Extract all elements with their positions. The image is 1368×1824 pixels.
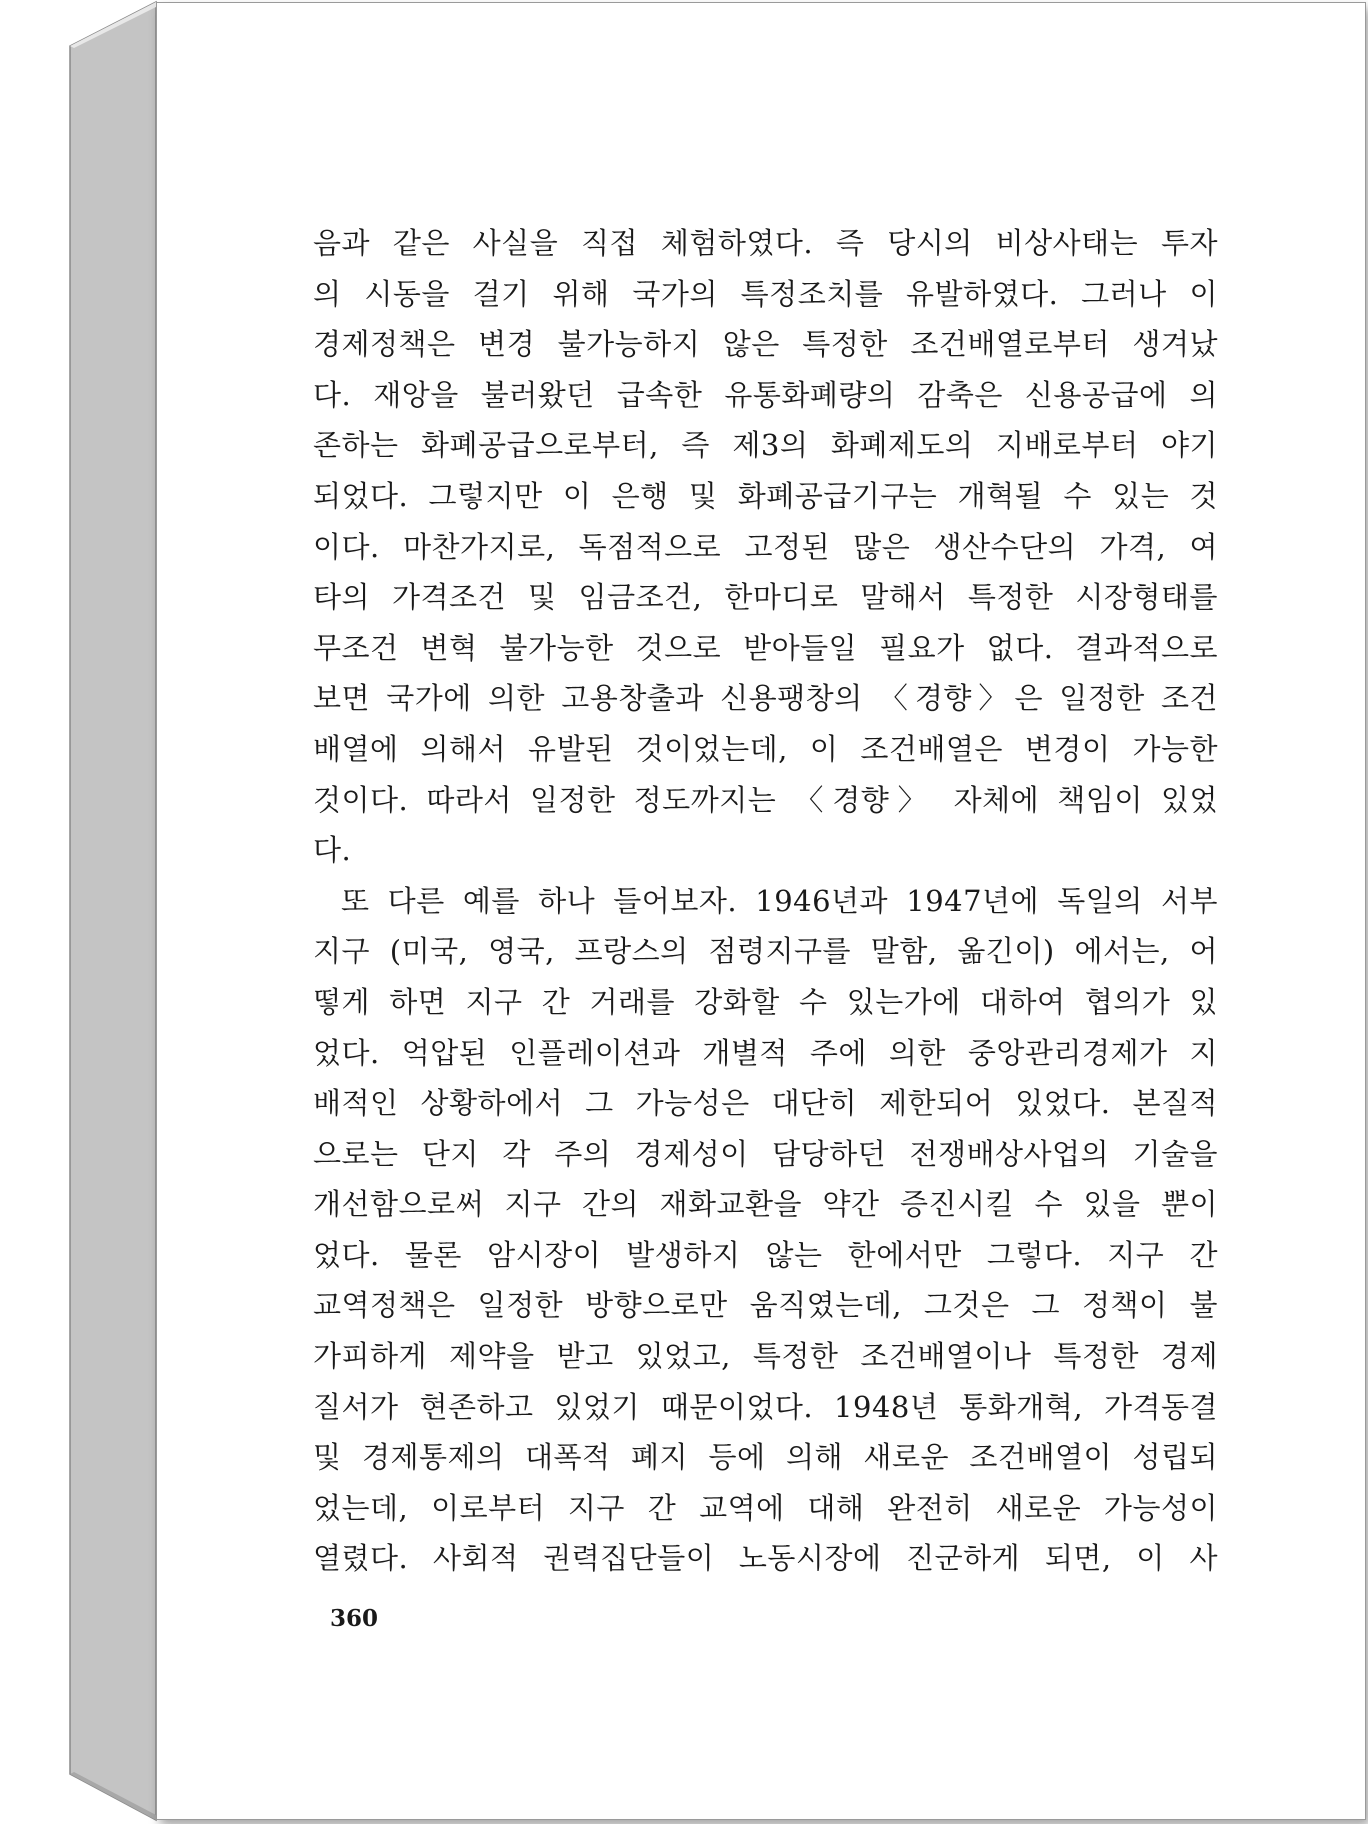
text-line: 것이다. 따라서 일정한 정도까지는 〈경향〉 자체에 책임이 있었	[313, 782, 1218, 817]
text-line: 타의 가격조건 및 임금조건, 한마디로 말해서 특정한 시장형태를	[313, 580, 1218, 615]
text-line: 교역정책은 일정한 방향으로만 움직였는데, 그것은 그 정책이 불	[313, 1288, 1218, 1323]
text-line: 의 시동을 걸기 위해 국가의 특정조치를 유발하였다. 그러나 이	[313, 276, 1218, 311]
text-line: 열렸다. 사회적 권력집단들이 노동시장에 진군하게 되면, 이 사	[313, 1541, 1218, 1576]
text-line: 개선함으로써 지구 간의 재화교환을 약간 증진시킬 수 있을 뿐이	[313, 1187, 1218, 1222]
body-text	[313, 218, 1218, 1584]
text-line: 지구 (미국, 영국, 프랑스의 점령지구를 말함, 옮긴이) 에서는, 어	[313, 934, 1218, 969]
text-line: 이다. 마찬가지로, 독점적으로 고정된 많은 생산수단의 가격, 여	[313, 529, 1218, 564]
text-line: 배열에 의해서 유발된 것이었는데, 이 조건배열은 변경이 가능한	[313, 731, 1218, 766]
text-line: 었는데, 이로부터 지구 간 교역에 대해 완전히 새로운 가능성이	[313, 1490, 1218, 1525]
text-line: 었다. 물론 암시장이 발생하지 않는 한에서만 그렇다. 지구 간	[313, 1237, 1218, 1272]
text-line: 다.	[313, 833, 352, 868]
text-line: 떻게 하면 지구 간 거래를 강화할 수 있는가에 대하여 협의가 있	[313, 984, 1218, 1019]
text-line: 으로는 단지 각 주의 경제성이 담당하던 전쟁배상사업의 기술을	[313, 1136, 1218, 1171]
text-line: 배적인 상황하에서 그 가능성은 대단히 제한되어 있었다. 본질적	[313, 1086, 1218, 1121]
text-line: 되었다. 그렇지만 이 은행 및 화폐공급기구는 개혁될 수 있는 것	[313, 478, 1218, 513]
text-line: 질서가 현존하고 있었기 때문이었다. 1948년 통화개혁, 가격동결	[313, 1389, 1218, 1424]
text-line: 보면 국가에 의한 고용창출과 신용팽창의 〈경향〉은 일정한 조건	[313, 681, 1218, 716]
text-line: 또 다른 예를 하나 들어보자. 1946년과 1947년에 독일의 서부	[341, 883, 1218, 918]
text-line: 존하는 화폐공급으로부터, 즉 제3의 화폐제도의 지배로부터 야기	[313, 428, 1218, 463]
text-line: 경제정책은 변경 불가능하지 않은 특정한 조건배열로부터 생겨났	[313, 327, 1218, 362]
text-line: 가피하게 제약을 받고 있었고, 특정한 조건배열이나 특정한 경제	[313, 1339, 1218, 1374]
text-line: 었다. 억압된 인플레이션과 개별적 주에 의한 중앙관리경제가 지	[313, 1035, 1218, 1070]
text-line: 무조건 변혁 불가능한 것으로 받아들일 필요가 없다. 결과적으로	[313, 630, 1218, 665]
paragraph-2	[313, 876, 1218, 1584]
paragraph-1	[313, 218, 1218, 876]
page-number: 360	[330, 1605, 379, 1632]
text-line: 다. 재앙을 불러왔던 급속한 유통화폐량의 감축은 신용공급에 의	[313, 377, 1218, 412]
text-line: 및 경제통제의 대폭적 폐지 등에 의해 새로운 조건배열이 성립되	[313, 1440, 1218, 1475]
text-line: 음과 같은 사실을 직접 체험하였다. 즉 당시의 비상사태는 투자	[313, 226, 1218, 260]
